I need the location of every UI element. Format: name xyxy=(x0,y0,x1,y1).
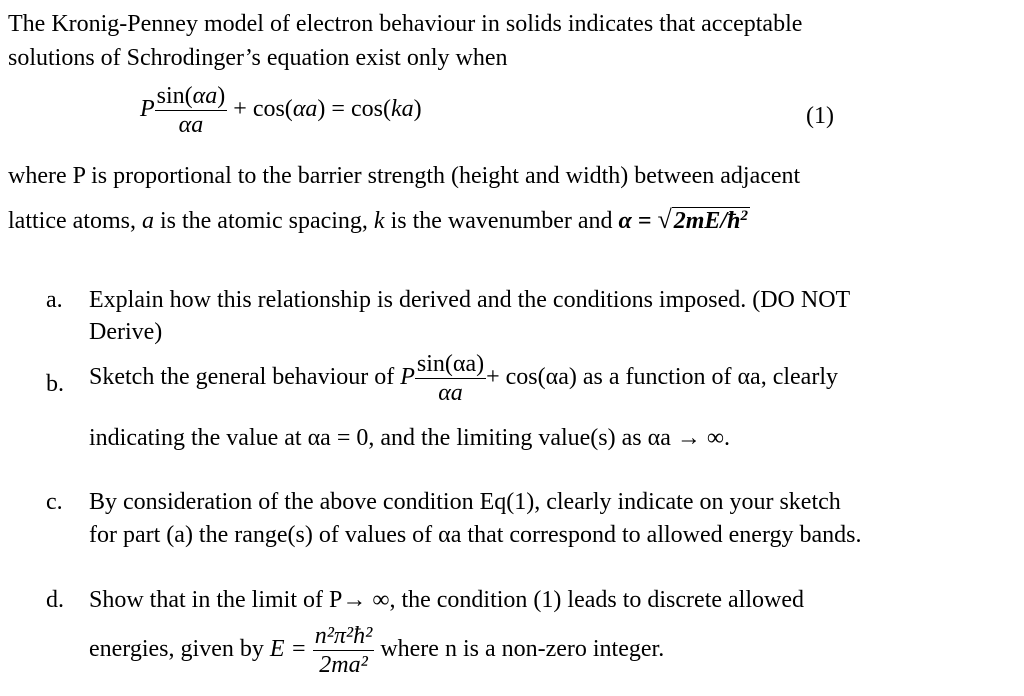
question-d-fraction: $\frac{\text{n²π²ħ²}}{\text{2ma²}}$ xyxy=(314,623,373,678)
question-b-line-2: indicating the value at αa = 0, and the limiting value(s) as αa → ∞. xyxy=(89,425,730,451)
question-d-line-1: Show that in the limit of P→ ∞, the condition (1) leads to discrete allowed xyxy=(89,587,804,613)
eq-fraction xyxy=(155,82,228,139)
eq-fraction-numerator: sin(αa) xyxy=(156,83,226,109)
eq-plus-cos: + cos( xyxy=(233,96,293,123)
sqrt-icon: √ xyxy=(657,205,672,234)
question-c-line-2: for part (a) the range(s) of values of αa that correspond to allowed energy bands. xyxy=(89,522,862,548)
question-a-line-2: Derive) xyxy=(89,319,163,345)
question-a-label: a. xyxy=(46,287,63,313)
question-d-label: d. xyxy=(46,587,64,613)
alpha-definition: α = xyxy=(618,208,658,234)
intro-line-1: The Kronig-Penney model of electron behaviour in solids indicates that acceptable xyxy=(8,11,803,37)
symbol-k: k xyxy=(373,208,385,234)
eq-P: P xyxy=(140,96,155,123)
question-c-line-1: By consideration of the above condition Eq(1), clearly indicate on your sketch xyxy=(89,489,841,515)
where-line-2: lattice atoms, a is the atomic spacing, k is the wavenumber and $\alpha = √2mE/ħ^2$ xyxy=(8,205,748,234)
equation-1: P $\frac{\sin(\alpha a)}{\alpha a}$ + cos(αa) = cos(ka) xyxy=(140,83,422,138)
question-b-label: b. xyxy=(46,371,64,397)
question-d-line-2: energies, given by E = $\frac{\text{n²π²ħ²}}{\text{2ma²}}$ where n is a non-zero integer. xyxy=(89,623,665,678)
eq-equals-cos: ) = cos( xyxy=(317,96,391,123)
sqrt-body: $2mE/ħ^2$ xyxy=(673,208,748,234)
where-line-1: where P is proportional to the barrier strength (height and width) between adjacent xyxy=(8,163,801,189)
eq-ka: ka xyxy=(390,96,414,123)
question-c-label: c. xyxy=(46,489,63,515)
question-b-fraction: $\frac{\sin(\alpha a)}{\alpha a}$ xyxy=(416,351,485,406)
intro-line-2: solutions of Schrodinger’s equation exist only when xyxy=(8,45,508,71)
question-b-line-1: Sketch the general behaviour of P $\frac{\sin(\alpha a)}{\alpha a}$ + cos(αa) as a function of αa, clearly xyxy=(89,351,838,406)
eq-fraction-denominator: αa xyxy=(178,112,204,138)
question-a-line-1: Explain how this relationship is derived and the conditions imposed. (DO NOT xyxy=(89,287,851,313)
symbol-a: a xyxy=(141,208,154,234)
equation-number: (1) xyxy=(806,103,834,129)
